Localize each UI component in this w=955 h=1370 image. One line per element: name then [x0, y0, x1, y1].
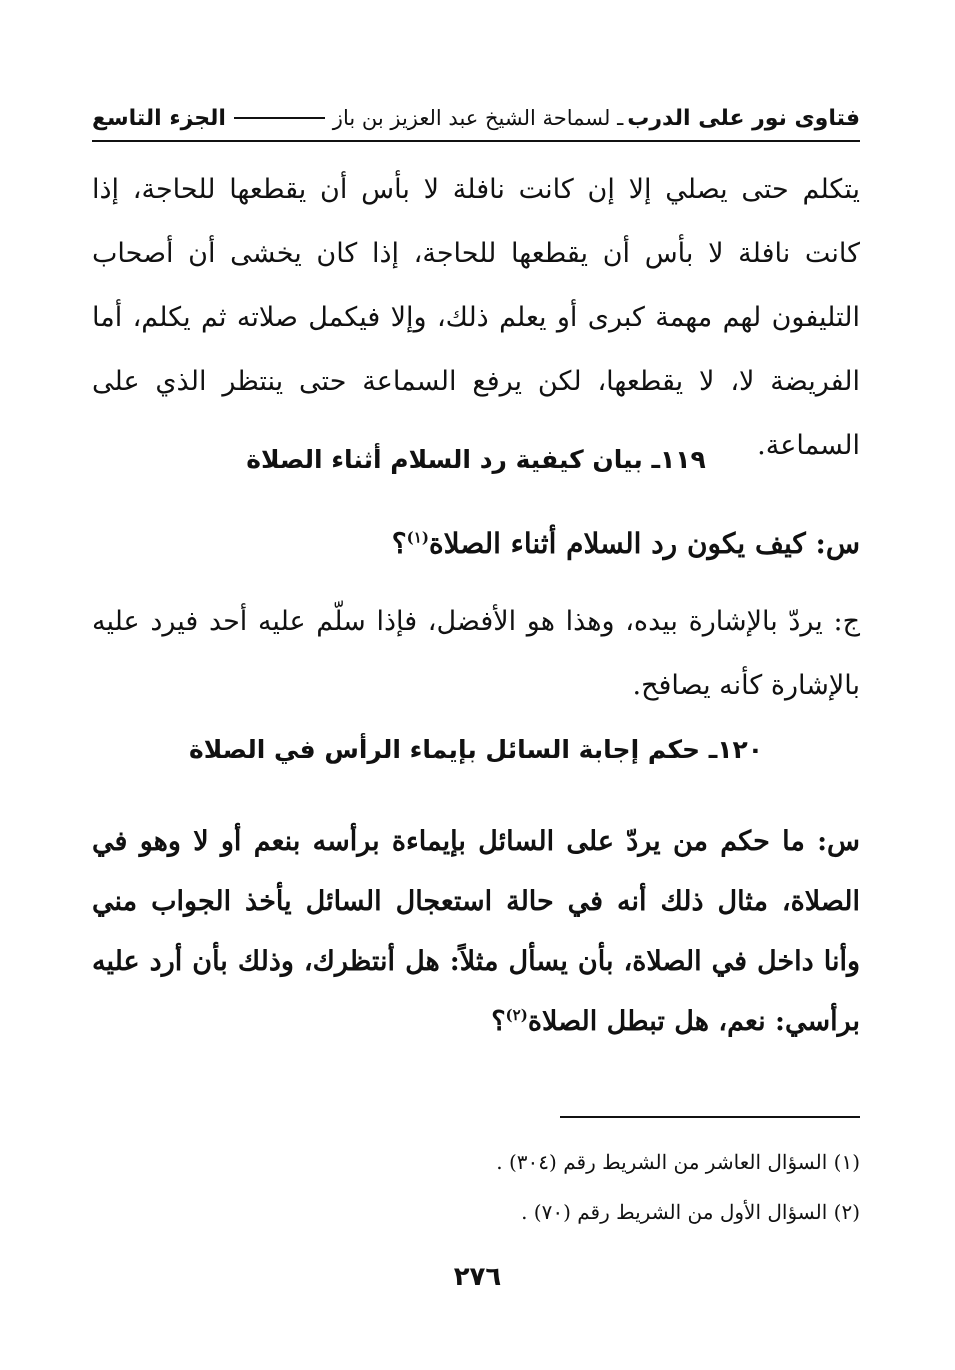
footnote-separator	[560, 1116, 860, 1118]
section-120-question	[92, 812, 860, 1052]
question-text: س: كيف يكون رد السلام أثناء الصلاة	[428, 527, 860, 560]
section-119-answer: ج: يردّ بالإشارة بيده، وهذا هو الأفضل، فإذا سلّم عليه أحد فيرد عليه بالإشارة كأنه يصافح.	[92, 606, 860, 701]
footnote-2: (٢) السؤال الأول من الشريط رقم (٧٠) .	[521, 1200, 860, 1224]
section-119-title: ١١٩ـ بيان كيفية رد السلام أثناء الصلاة	[246, 445, 706, 474]
intro-paragraph: يتكلم حتى يصلي إلا إن كانت نافلة لا بأس أن يقطعها للحاجة، إذا كانت نافلة لا بأس أن يقطعها للحاجة، إذا كان يخشى أن أصحاب التليفون لهم مهمة كبرى أو يعلم ذلك، وإلا فيكمل صلاته ثم يكلم، أما الفريضة لا، لا يقطعها، لكن يرفع السماعة حتى ينتظر الذي على السماعة.	[92, 174, 860, 461]
header-dash-rule	[234, 117, 325, 119]
volume-part: الجزء التاسع	[92, 105, 226, 131]
question-mark: ؟	[391, 527, 407, 560]
author-name: ـ لسماحة الشيخ عبد العزيز بن باز	[332, 106, 624, 130]
question-mark: ؟	[491, 1006, 506, 1037]
footnote-ref-1: (١)	[406, 528, 429, 547]
book-title: فتاوى نور على الدرب	[627, 105, 860, 131]
section-119-question	[92, 512, 860, 576]
footnote-1: (١) السؤال العاشر من الشريط رقم (٣٠٤) .	[496, 1150, 860, 1174]
question-text: س: ما حكم من يردّ على السائل بإيماءة برأسه بنعم أو لا وهو في الصلاة، مثال ذلك أنه في حالة استعجال السائل يأخذ الجواب مني وأنا داخل في الصلاة، بأن يسأل مثلاً: هل أنتظرك، وذلك بأن أرد عليه برأسي: نعم، هل تبطل الصلاة	[92, 826, 860, 1037]
section-120-title: ١٢٠ـ حكم إجابة السائل بإيماء الرأس في الصلاة	[188, 735, 764, 764]
page-number: ٢٧٦	[453, 1262, 502, 1292]
footnote-ref-2: (٢)	[505, 1006, 528, 1024]
running-header	[92, 98, 860, 138]
header-underline	[92, 140, 860, 142]
